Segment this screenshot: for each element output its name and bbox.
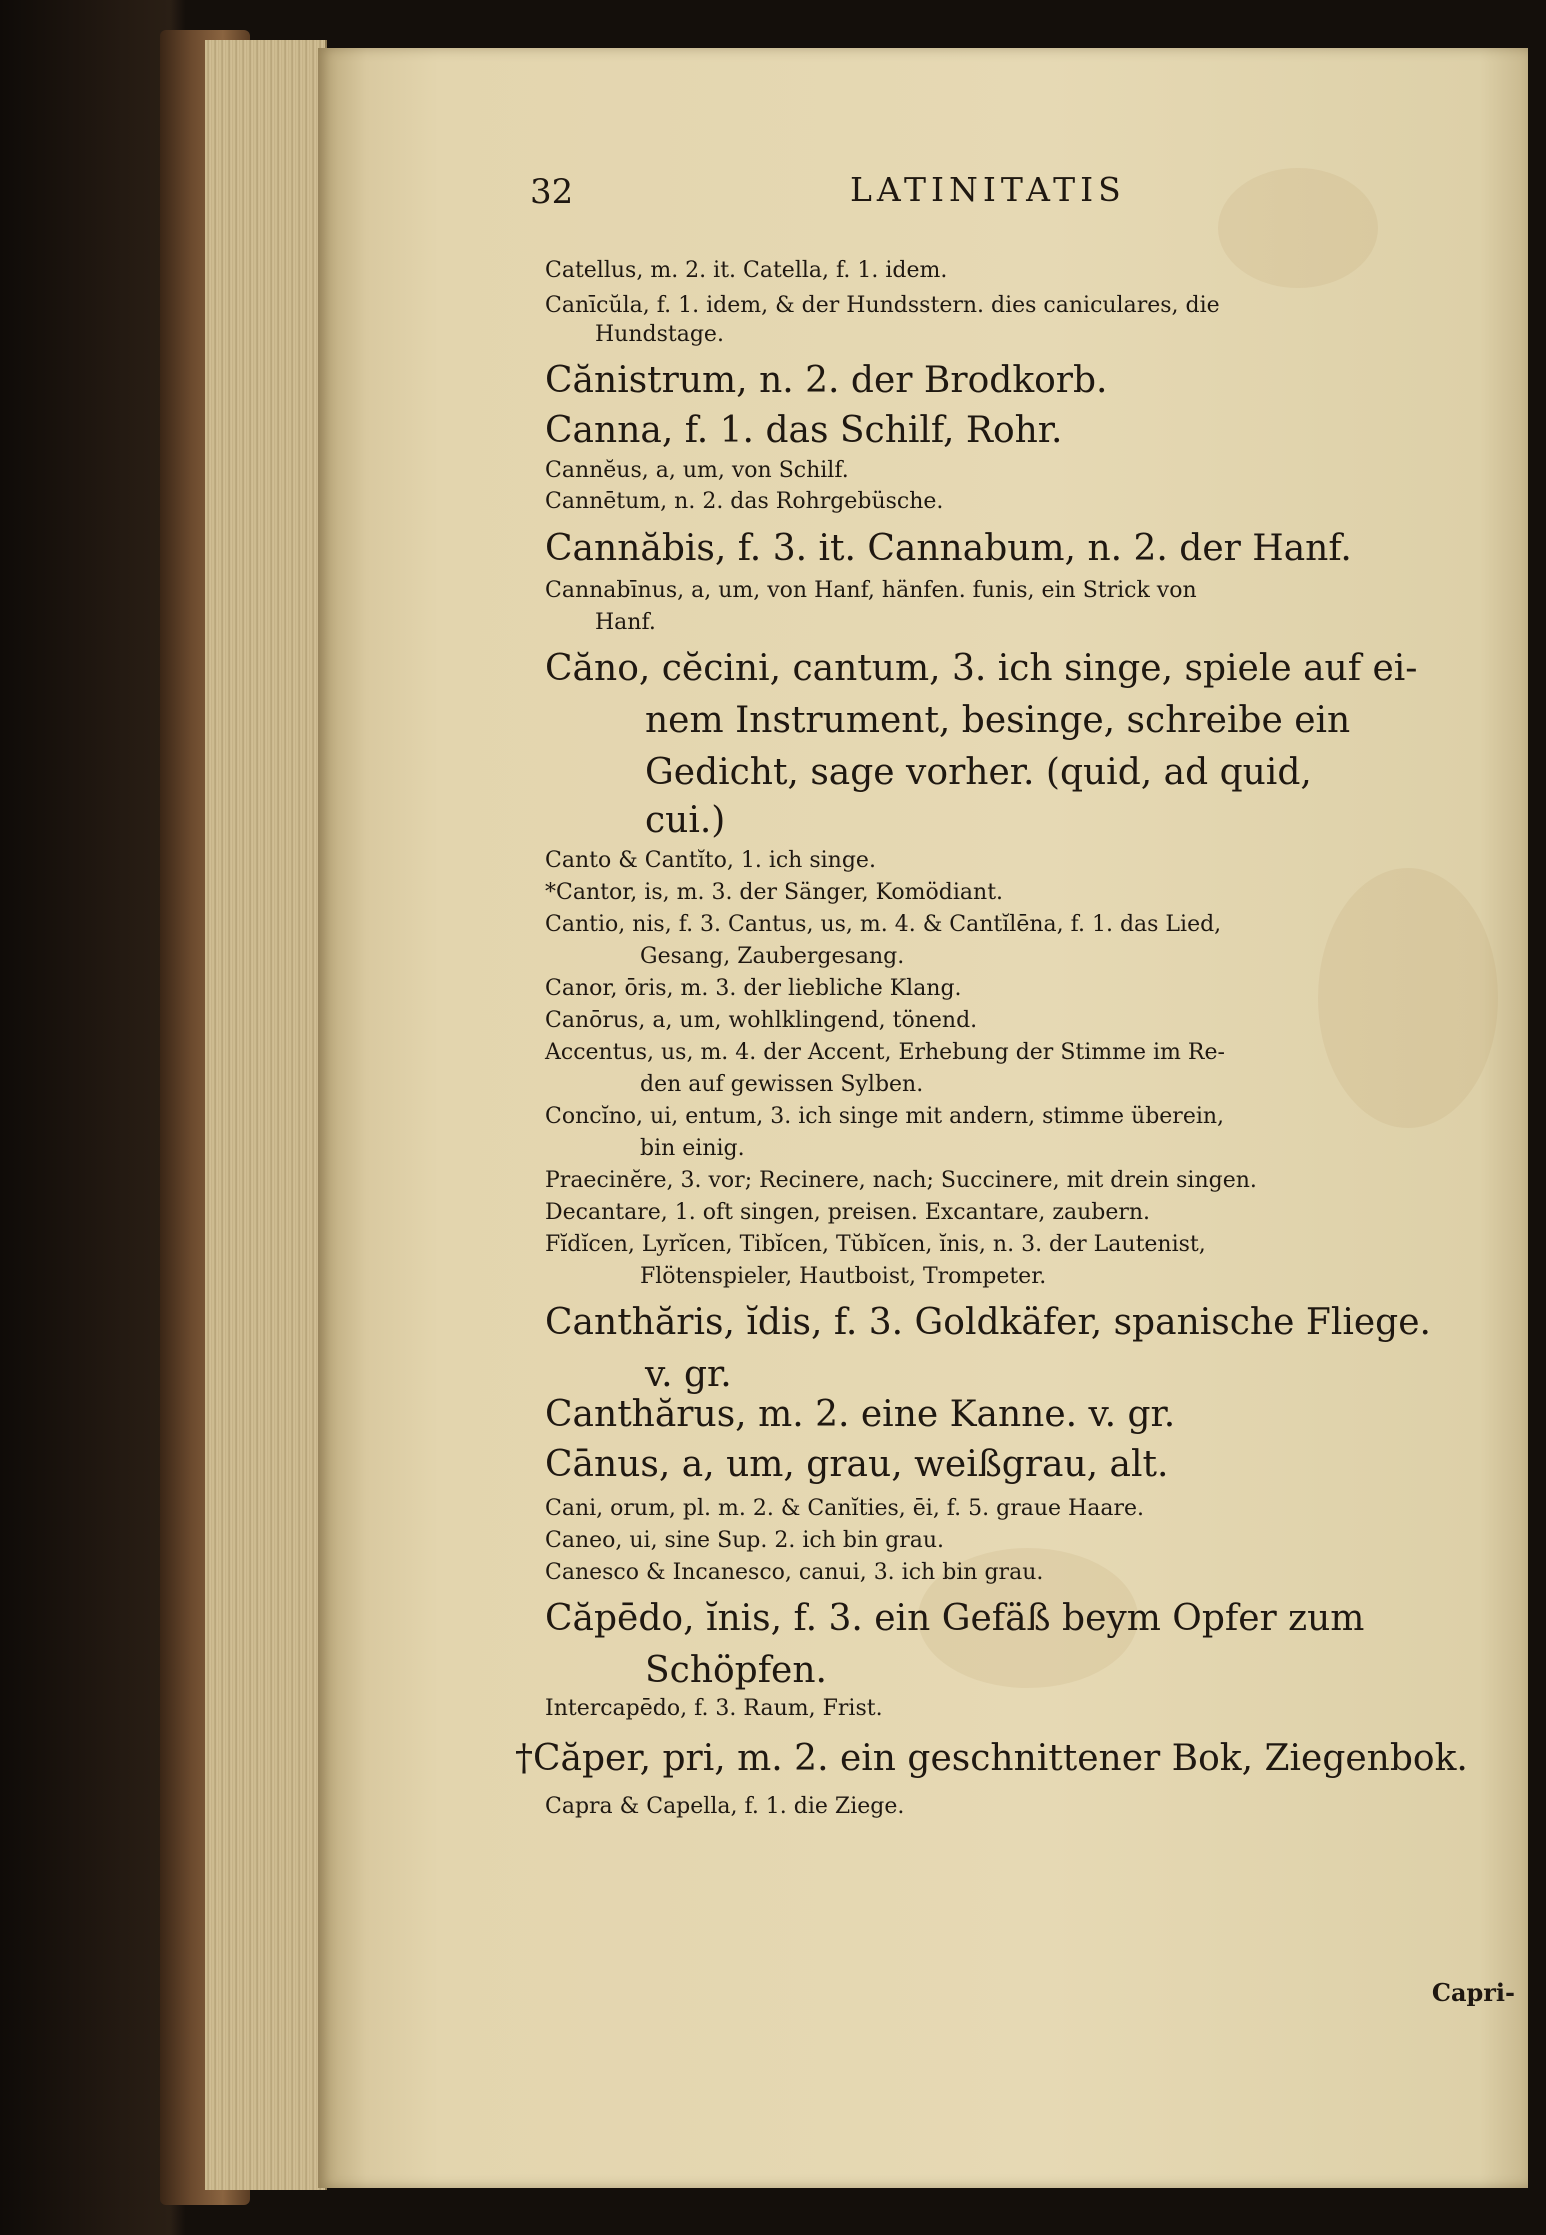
paper-stain [1218,168,1378,288]
entry-line: Praecinĕre, 3. vor; Recinere, nach; Succinere, mit drein singen. [545,1168,1257,1193]
entry-line: †Căper, pri, m. 2. ein geschnittener Bok, Ziegenbok. [515,1738,1468,1779]
entry-line: Catellus, m. 2. it. Catella, f. 1. idem. [545,258,948,283]
entry-line: Hanf. [595,610,656,635]
entry-line: *Cantor, is, m. 3. der Sänger, Komödiant. [545,880,1004,905]
entry-line: bin einig. [640,1136,745,1161]
entry-line: Gesang, Zaubergesang. [640,944,905,969]
entry-line: Cānus, a, um, grau, weißgrau, alt. [545,1444,1169,1485]
entry-line: Cantio, nis, f. 3. Cantus, us, m. 4. & Cantĭlēna, f. 1. das Lied, [545,912,1222,937]
entry-line: Accentus, us, m. 4. der Accent, Erhebung der Stimme im Re- [545,1040,1225,1065]
entry-line: Hundstage. [595,322,724,347]
entry-line: Intercapēdo, f. 3. Raum, Frist. [545,1696,883,1721]
entry-line: Căpēdo, ĭnis, f. 3. ein Gefäß beym Opfer zum [545,1598,1365,1639]
entry-line: Canesco & Incanesco, canui, 3. ich bin grau. [545,1560,1044,1585]
entry-line: Canto & Cantĭto, 1. ich singe. [545,848,876,873]
entry-line: Canōrus, a, um, wohlklingend, tönend. [545,1008,978,1033]
entry-line: Flötenspieler, Hautboist, Trompeter. [640,1264,1047,1289]
entry-line: Decantare, 1. oft singen, preisen. Excantare, zaubern. [545,1200,1151,1225]
entry-line: Canthărus, m. 2. eine Kanne. v. gr. [545,1394,1176,1435]
entry-line: den auf gewissen Sylben. [640,1072,924,1097]
entry-line: v. gr. [645,1354,732,1395]
entry-line: Canor, ōris, m. 3. der liebliche Klang. [545,976,962,1001]
entry-line: Căno, cĕcini, cantum, 3. ich singe, spiele auf ei- [545,648,1418,689]
entry-line: Cannabīnus, a, um, von Hanf, hänfen. funis, ein Strick von [545,578,1197,603]
entry-line: nem Instrument, besinge, schreibe ein [645,700,1351,741]
entry-line: cui.) [645,800,726,841]
entry-line: Capra & Capella, f. 1. die Ziege. [545,1794,905,1819]
page-number: 32 [530,172,574,212]
page-stack-edges [205,40,327,2190]
entry-line: Cănistrum, n. 2. der Brodkorb. [545,360,1108,401]
entry-line: Fĭdĭcen, Lyrĭcen, Tibĭcen, Tŭbĭcen, ĭnis, n. 3. der Lautenist, [545,1232,1206,1257]
entry-line: Cani, orum, pl. m. 2. & Canĭties, ēi, f. 5. graue Haare. [545,1496,1144,1521]
catchword: Capri- [1431,1978,1515,2007]
entry-line: Canna, f. 1. das Schilf, Rohr. [545,410,1063,451]
entry-line: Cannĕus, a, um, von Schilf. [545,458,849,483]
entry-line: Canīcŭla, f. 1. idem, & der Hundsstern. dies caniculares, die [545,293,1220,318]
entry-line: Concĭno, ui, entum, 3. ich singe mit andern, stimme überein, [545,1104,1225,1129]
entry-line: Canthăris, ĭdis, f. 3. Goldkäfer, spanische Fliege. [545,1302,1431,1343]
entry-line: Schöpfen. [645,1650,827,1691]
running-head: LATINITATIS [850,170,1126,209]
entry-line: Cannētum, n. 2. das Rohrgebüsche. [545,489,944,514]
paper-stain [1318,868,1498,1128]
entry-line: Gedicht, sage vorher. (quid, ad quid, [645,752,1312,793]
entry-line: Cannăbis, f. 3. it. Cannabum, n. 2. der Hanf. [545,528,1352,569]
entry-line: Caneo, ui, sine Sup. 2. ich bin grau. [545,1528,945,1553]
